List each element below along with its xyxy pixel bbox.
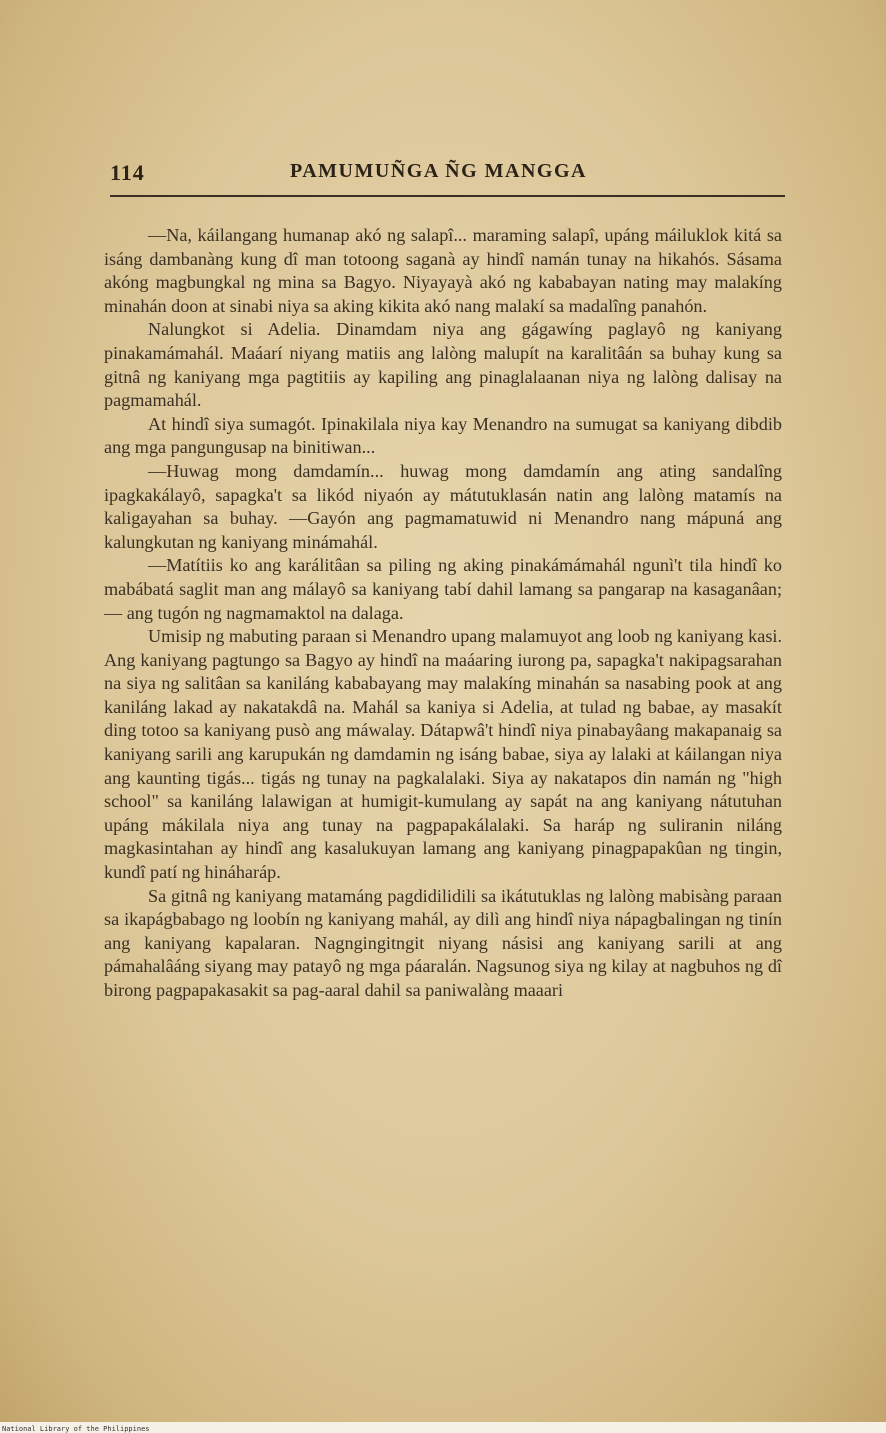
- body-text: [104, 224, 782, 1003]
- running-title: PAMUMUÑGA ÑG MANGGA: [290, 160, 587, 182]
- paragraph: At hindî siya sumagót. Ipinakilala niya kay Menandro na sumugat sa kaniyang dibdib ang mga pangungusap na binitiwan...: [104, 413, 782, 458]
- header-rule: [110, 195, 785, 197]
- page-number: 114: [110, 160, 145, 185]
- paragraph: —Matítiis ko ang karálitâan sa piling ng aking pinakámámahál ngunì't tila hindî ko mabábatá saglit man ang málayô sa kaniyang tabí dahil lamang sa pangarap na kasaganâan;— ang tugón ng nagmamaktol na dalaga.: [104, 555, 782, 623]
- paragraph: Umisip ng mabuting paraan si Menandro upang malamuyot ang loob ng kaniyang kasi. Ang kaniyang pagtungo sa Bagyo ay hindî na maáaring iurong pa, sapagka't nakipagsarahan na siya ng salitâan sa kaniláng kababayang may malakíng minahán sa nasabing pook at ang kaniláng lakad ay nakatakdâ na. Mahál sa kaniya si Adelia, at tulad ng babae, ay masakít ding totoo sa kaniyang pusò ang máwalay. Dátapwâ't hindî niya pinabayâang makapanaig sa kaniyang sarili ang karupukán ng damdamin ng isáng babae, siya ay lalaki at káilangan niya ang kaunting tigás... tigás ng tunay na pagkalalaki. Siya ay nakatapos din namán ng "high school" sa kaniláng lalawigan at humigit-kumulang ay sapát na ang kaniyang nátutuhan upáng mákilala niya ang tunay na pagpapakálalaki. Sa haráp ng suliranin niláng magkasintahan ay hindî ang kasalukuyan lamang ang kaniyang pinagpapakûan ng tingin, kundî patí ng hináharáp.: [104, 626, 782, 883]
- library-credit: National Library of the Philippines: [2, 1425, 150, 1433]
- paragraph: —Huwag mong damdamín... huwag mong damdamín ang ating sandalîng ipagkakálayô, sapagka't sa likód niyaón ay mátutuklasán natin ang lalòng matamís na kaligayahan sa buhay. —Gayón ang pagmamatuwid ni Menandro nang mápuná ang kalungkutan ng kaniyang minámahál.: [104, 460, 782, 552]
- paragraph: Sa gitnâ ng kaniyang matamáng pagdidilidili sa ikátutuklas ng lalòng mabisàng paraan sa ikapágbabago ng loobín ng kaniyang mahál, ay dilì ang hindî niya nápagbalingan ng tinín ang kaniyang kapalaran. Nagngingitngit niyang násisi ang kaniyang sarili at ang pámahalâáng siyang may patayô ng mga páaralán. Nagsunog siya ng kilay at nagbuhos ng dî birong pagpapakasakit sa pag-aaral dahil sa paniwalàng maaari: [104, 885, 782, 1000]
- page-header: [110, 160, 782, 194]
- paragraph: —Na, káilangang humanap akó ng salapî... maraming salapî, upáng máiluklok kitá sa isáng dambanàng kung dî man totoong saganà ay hindî namán tunay na hikahós. Sásama akóng magbungkal ng mina sa Bagyo. Niyayayà akó ng kababayan nating may malakíng minahán doon at sinabi niya sa aking kikita akó nang malakí sa madalîng panahón.: [104, 225, 782, 316]
- paragraph: Nalungkot si Adelia. Dinamdam niya ang gágawíng paglayô ng kaniyang pinakamámahál. Maáarí niyang matiis ang lalòng malupít na karalitâán sa buhay kung sa gitnâ ng kaniyang mga pagtitiis ay kapiling ang pinaglalaanan niya ng lalòng dalisay na pagmamahál.: [104, 319, 782, 411]
